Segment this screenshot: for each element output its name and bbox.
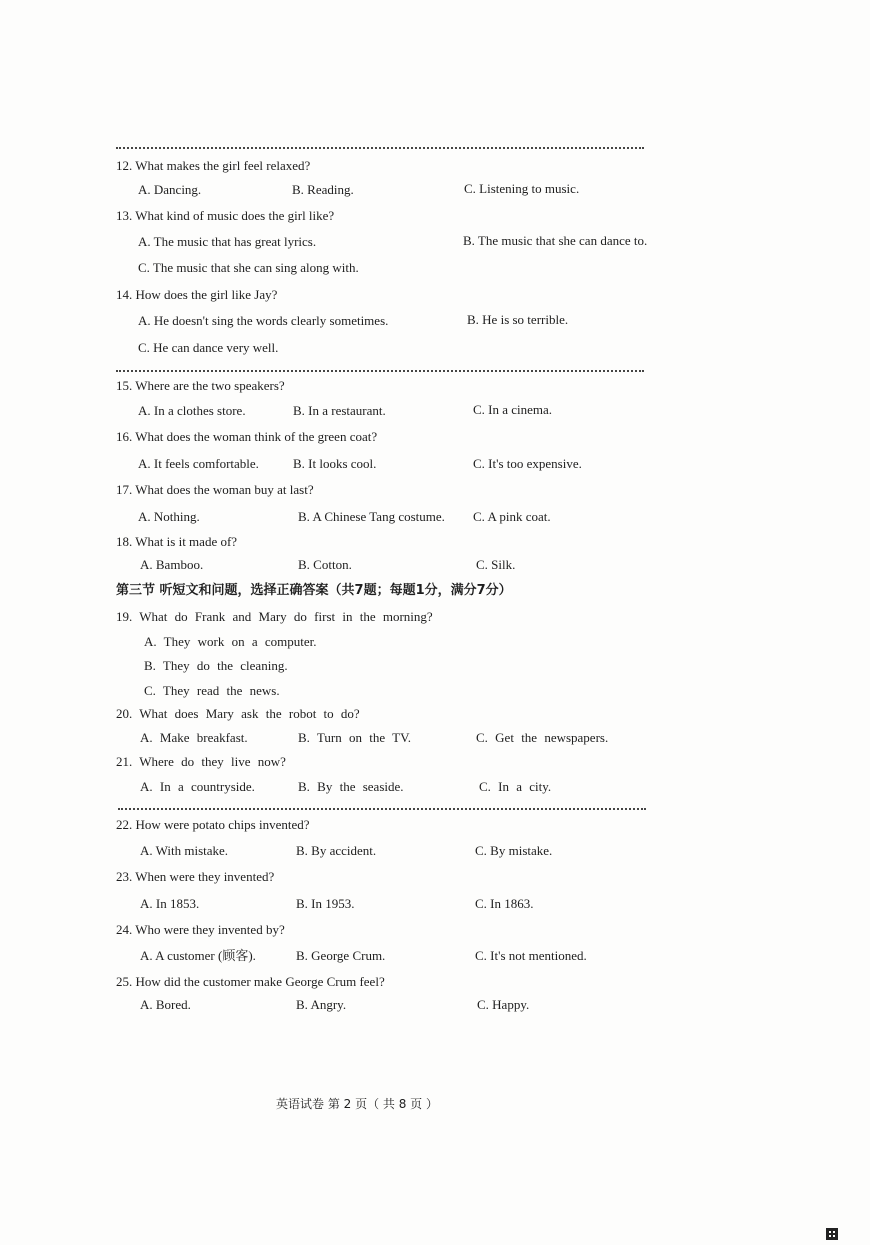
question-15-stem: 15. Where are the two speakers? <box>116 378 285 393</box>
qr-code-icon <box>826 1228 838 1240</box>
question-24-option-b: B. George Crum. <box>296 948 386 963</box>
question-15-option-a: A. In a clothes store. <box>138 403 246 418</box>
question-14-option-b: B. He is so terrible. <box>467 312 569 327</box>
question-19-option-b: B. They do the cleaning. <box>144 658 288 673</box>
question-17-option-c: C. A pink coat. <box>473 509 551 524</box>
question-18-option-b: B. Cotton. <box>298 557 352 572</box>
question-17-option-b: B. A Chinese Tang costume. <box>298 509 445 524</box>
question-25-option-a: A. Bored. <box>140 997 191 1012</box>
question-25-stem: 25. How did the customer make George Crum feel? <box>116 974 385 989</box>
page-footer: 英语试卷 第 2 页（ 共 8 页 ） <box>276 1097 438 1111</box>
question-19-option-c: C. They read the news. <box>144 683 280 698</box>
question-15-option-c: C. In a cinema. <box>473 402 553 417</box>
question-18-stem: 18. What is it made of? <box>116 534 238 549</box>
question-21-option-b: B. By the seaside. <box>298 779 404 794</box>
question-20-option-c: C. Get the newspapers. <box>476 730 609 745</box>
question-22-option-b: B. By accident. <box>296 843 377 858</box>
question-19-option-a: A. They work on a computer. <box>144 634 317 649</box>
question-19-stem: 19. What do Frank and Mary do first in the morning? <box>116 609 433 624</box>
question-20-option-b: B. Turn on the TV. <box>298 730 412 745</box>
question-20-option-a: A. Make breakfast. <box>140 730 248 745</box>
question-16-option-c: C. It's too expensive. <box>473 456 582 471</box>
question-17-option-a: A. Nothing. <box>138 509 200 524</box>
question-13-option-b: B. The music that she can dance to. <box>463 233 648 248</box>
question-14-stem: 14. How does the girl like Jay? <box>116 287 278 302</box>
question-15-option-b: B. In a restaurant. <box>293 403 386 418</box>
question-21-stem: 21. Where do they live now? <box>116 754 286 769</box>
question-23-stem: 23. When were they invented? <box>116 869 275 884</box>
question-25-option-c: C. Happy. <box>477 997 530 1012</box>
question-18-option-c: C. Silk. <box>476 557 516 572</box>
question-12-option-c: C. Listening to music. <box>464 181 580 196</box>
question-12-option-b: B. Reading. <box>292 182 354 197</box>
question-17-stem: 17. What does the woman buy at last? <box>116 482 314 497</box>
question-24-option-c: C. It's not mentioned. <box>475 948 587 963</box>
question-16-option-a: A. It feels comfortable. <box>138 456 259 471</box>
question-14-option-a: A. He doesn't sing the words clearly sometimes. <box>138 313 389 328</box>
separator-dots <box>118 808 646 810</box>
question-24-stem: 24. Who were they invented by? <box>116 922 285 937</box>
question-22-option-c: C. By mistake. <box>475 843 553 858</box>
question-20-stem: 20. What does Mary ask the robot to do? <box>116 706 360 721</box>
question-13-option-c: C. The music that she can sing along with. <box>138 260 359 275</box>
question-24-option-a: A. A customer (顾客). <box>140 948 256 963</box>
question-21-option-a: A. In a countryside. <box>140 779 255 794</box>
separator-dots <box>116 147 644 149</box>
question-21-option-c: C. In a city. <box>479 779 552 794</box>
question-16-option-b: B. It looks cool. <box>293 456 377 471</box>
question-16-stem: 16. What does the woman think of the green coat? <box>116 429 378 444</box>
question-12-option-a: A. Dancing. <box>138 182 202 197</box>
separator-dots <box>116 370 644 372</box>
question-25-option-b: B. Angry. <box>296 997 347 1012</box>
section-3-heading: 第三节 听短文和问题，选择正确答案（共7题；每题1分，满分7分） <box>116 583 512 598</box>
question-23-option-c: C. In 1863. <box>475 896 534 911</box>
question-22-option-a: A. With mistake. <box>140 843 229 858</box>
question-23-option-a: A. In 1853. <box>140 896 200 911</box>
question-23-option-b: B. In 1953. <box>296 896 355 911</box>
question-22-stem: 22. How were potato chips invented? <box>116 817 310 832</box>
question-12-stem: 12. What makes the girl feel relaxed? <box>116 158 311 173</box>
question-14-option-c: C. He can dance very well. <box>138 340 279 355</box>
question-13-option-a: A. The music that has great lyrics. <box>138 234 317 249</box>
question-18-option-a: A. Bamboo. <box>140 557 204 572</box>
question-13-stem: 13. What kind of music does the girl like? <box>116 208 335 223</box>
